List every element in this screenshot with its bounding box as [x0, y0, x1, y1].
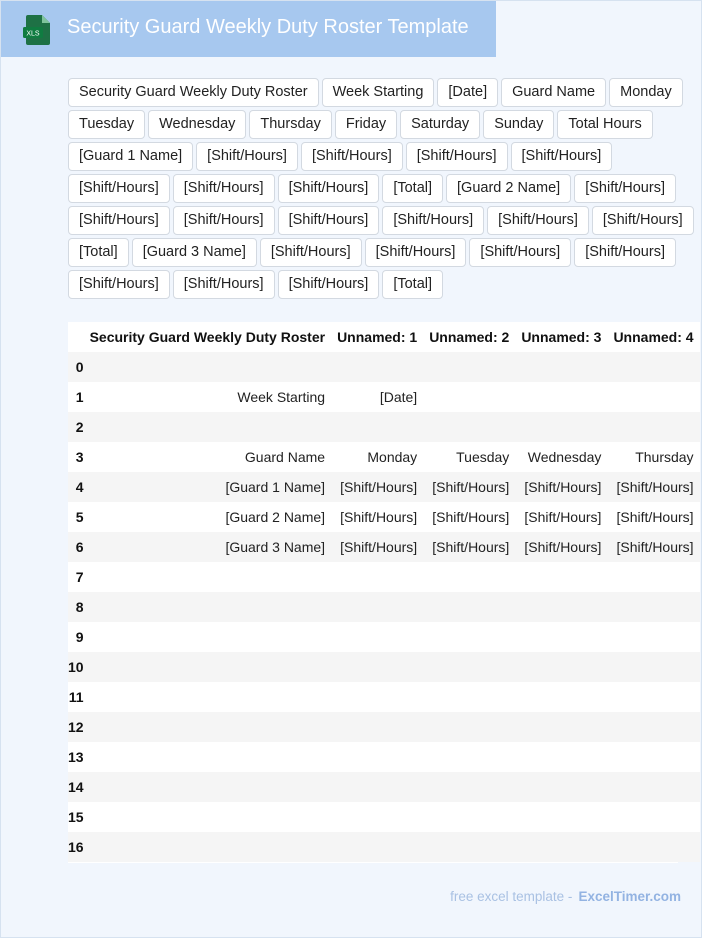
- table-cell: [84, 802, 331, 832]
- table-cell: [607, 592, 699, 622]
- header-chip: Guard Name: [501, 78, 606, 107]
- header-chip: Total Hours: [557, 110, 652, 139]
- index-header: [68, 322, 84, 352]
- header-chip: [Shift/Hours]: [469, 238, 571, 267]
- table-cell: [607, 802, 699, 832]
- header-chip: Wednesday: [148, 110, 246, 139]
- column-header: Unnamed: 2: [423, 322, 515, 352]
- table-row: [68, 832, 700, 862]
- header-chip: Week Starting: [322, 78, 435, 107]
- table-cell: Tuesday: [423, 442, 515, 472]
- page-title: Security Guard Weekly Duty Roster Template: [67, 16, 469, 38]
- row-index: 0: [68, 352, 84, 382]
- table-cell: [515, 742, 607, 772]
- table-cell: [84, 832, 331, 862]
- table-cell: [331, 682, 423, 712]
- table-cell: [607, 352, 699, 382]
- table-cell: [607, 382, 699, 412]
- row-index: 4: [68, 472, 84, 502]
- row-index: 10: [68, 652, 84, 682]
- table-cell: [Shift/Hours]: [515, 532, 607, 562]
- header-chip: [Total]: [68, 238, 129, 267]
- table-row: [68, 772, 700, 802]
- data-table: [68, 322, 700, 862]
- table-cell: Wednesday: [515, 442, 607, 472]
- table-cell: [331, 412, 423, 442]
- table-cell: [423, 832, 515, 862]
- table-cell: [515, 622, 607, 652]
- header-chip: [Shift/Hours]: [574, 238, 676, 267]
- table-row: [68, 502, 700, 532]
- table-row: [68, 382, 700, 412]
- table-cell: [515, 592, 607, 622]
- header-chip: [Shift/Hours]: [301, 142, 403, 171]
- row-index: 15: [68, 802, 84, 832]
- header-chip: [Total]: [382, 270, 443, 299]
- table-cell: [84, 682, 331, 712]
- row-index: 12: [68, 712, 84, 742]
- table-cell: [607, 622, 699, 652]
- table-cell: [607, 562, 699, 592]
- header-chip: [Shift/Hours]: [406, 142, 508, 171]
- header-chip: [Shift/Hours]: [382, 206, 484, 235]
- table-row: [68, 742, 700, 772]
- header-chips: [68, 78, 700, 299]
- table-cell: [331, 712, 423, 742]
- header-chip: [Shift/Hours]: [173, 270, 275, 299]
- table-cell: [Shift/Hours]: [331, 502, 423, 532]
- table-cell: [423, 712, 515, 742]
- table-cell: [Shift/Hours]: [515, 472, 607, 502]
- table-cell: [423, 622, 515, 652]
- table-cell: [84, 652, 331, 682]
- table-cell: [Shift/Hours]: [515, 502, 607, 532]
- table-cell: [84, 772, 331, 802]
- table-cell: [423, 382, 515, 412]
- table-row: [68, 712, 700, 742]
- header-chip: [Shift/Hours]: [68, 174, 170, 203]
- table-cell: [607, 682, 699, 712]
- table-cell: [515, 652, 607, 682]
- column-header: Unnamed: 4: [607, 322, 699, 352]
- table-cell: [331, 352, 423, 382]
- table-cell: [331, 592, 423, 622]
- row-index: 14: [68, 772, 84, 802]
- table-cell: [84, 712, 331, 742]
- header-chip: Security Guard Weekly Duty Roster: [68, 78, 319, 107]
- table-row: [68, 412, 700, 442]
- table-cell: [331, 562, 423, 592]
- row-index: 3: [68, 442, 84, 472]
- table-cell: [515, 562, 607, 592]
- row-index: 5: [68, 502, 84, 532]
- table-cell: [515, 802, 607, 832]
- table-cell: [423, 772, 515, 802]
- table-cell: [331, 652, 423, 682]
- table-cell: [607, 652, 699, 682]
- table-cell: [423, 742, 515, 772]
- table-cell: [423, 412, 515, 442]
- table-cell: [423, 802, 515, 832]
- footer-brand-link[interactable]: ExcelTimer.com: [578, 889, 681, 904]
- header-chip: [Shift/Hours]: [365, 238, 467, 267]
- row-index: 7: [68, 562, 84, 592]
- header-chip: [Guard 3 Name]: [132, 238, 257, 267]
- table-row: [68, 532, 700, 562]
- table-cell: [423, 352, 515, 382]
- row-index: 2: [68, 412, 84, 442]
- table-cell: [515, 412, 607, 442]
- header-chip: [Guard 1 Name]: [68, 142, 193, 171]
- table-cell: Monday: [331, 442, 423, 472]
- excel-file-icon: [23, 15, 50, 45]
- row-index: 8: [68, 592, 84, 622]
- table-cell: [84, 742, 331, 772]
- table-cell: [Shift/Hours]: [423, 472, 515, 502]
- header-chip: [Guard 2 Name]: [446, 174, 571, 203]
- table-row: [68, 352, 700, 382]
- table-cell: [515, 712, 607, 742]
- header-chip: Friday: [335, 110, 397, 139]
- table-cell: [84, 622, 331, 652]
- table-cell: [423, 682, 515, 712]
- table-cell: [607, 412, 699, 442]
- table-cell: [607, 742, 699, 772]
- table-cell: [84, 352, 331, 382]
- table-cell: [Guard 2 Name]: [84, 502, 331, 532]
- row-index: 6: [68, 532, 84, 562]
- table-cell: [84, 562, 331, 592]
- header-chip: [Shift/Hours]: [592, 206, 694, 235]
- table-cell: [Shift/Hours]: [423, 502, 515, 532]
- table-cell: [515, 832, 607, 862]
- column-header: Security Guard Weekly Duty Roster: [84, 322, 331, 352]
- table-cell: [Shift/Hours]: [607, 472, 699, 502]
- table-row: [68, 562, 700, 592]
- row-index: 1: [68, 382, 84, 412]
- table-cell: [331, 802, 423, 832]
- table-cell: [331, 772, 423, 802]
- header-chip: [Shift/Hours]: [574, 174, 676, 203]
- table-cell: [331, 832, 423, 862]
- table-cell: [607, 832, 699, 862]
- table-row: [68, 442, 700, 472]
- header-chip: [Shift/Hours]: [278, 270, 380, 299]
- table-cell: [Shift/Hours]: [607, 532, 699, 562]
- table-row: [68, 682, 700, 712]
- table-row: [68, 622, 700, 652]
- header-banner: [1, 1, 496, 57]
- table-row: [68, 472, 700, 502]
- header-chip: [Shift/Hours]: [68, 270, 170, 299]
- header-chip: [Shift/Hours]: [196, 142, 298, 171]
- table-cell: [84, 412, 331, 442]
- header-chip: Tuesday: [68, 110, 145, 139]
- header-chip: Monday: [609, 78, 683, 107]
- header-chip: [Shift/Hours]: [173, 174, 275, 203]
- table-cell: [84, 592, 331, 622]
- table-row: [68, 802, 700, 832]
- table-cell: [515, 352, 607, 382]
- table-row: [68, 652, 700, 682]
- data-table-scroll[interactable]: [68, 322, 694, 863]
- table-cell: [607, 772, 699, 802]
- header-chip: [Shift/Hours]: [278, 174, 380, 203]
- table-cell: [Shift/Hours]: [331, 472, 423, 502]
- footer-text: free excel template -: [450, 889, 573, 904]
- column-header: Unnamed: 3: [515, 322, 607, 352]
- row-index: 13: [68, 742, 84, 772]
- table-row: [68, 592, 700, 622]
- header-chip: Saturday: [400, 110, 480, 139]
- table-cell: Guard Name: [84, 442, 331, 472]
- table-cell: [Shift/Hours]: [331, 532, 423, 562]
- excel-file-icon-label: XLS: [26, 30, 40, 38]
- table-cell: [Shift/Hours]: [607, 502, 699, 532]
- row-index: 16: [68, 832, 84, 862]
- table-header-row: [68, 322, 700, 352]
- header-chip: [Total]: [382, 174, 443, 203]
- table-cell: [515, 772, 607, 802]
- header-chip: [Shift/Hours]: [173, 206, 275, 235]
- table-cell: [Guard 3 Name]: [84, 532, 331, 562]
- header-chip: [Shift/Hours]: [260, 238, 362, 267]
- table-cell: [423, 652, 515, 682]
- table-cell: Week Starting: [84, 382, 331, 412]
- header-chip: Sunday: [483, 110, 554, 139]
- header-chip: [Shift/Hours]: [278, 206, 380, 235]
- header-chip: Thursday: [249, 110, 331, 139]
- table-cell: [515, 682, 607, 712]
- column-header: Unnamed: 1: [331, 322, 423, 352]
- footer: [450, 889, 681, 904]
- row-index: 11: [68, 682, 84, 712]
- row-index: 9: [68, 622, 84, 652]
- table-cell: [Date]: [331, 382, 423, 412]
- table-cell: [Guard 1 Name]: [84, 472, 331, 502]
- table-cell: [423, 592, 515, 622]
- table-cell: [607, 712, 699, 742]
- header-chip: [Shift/Hours]: [487, 206, 589, 235]
- header-chip: [Date]: [437, 78, 498, 107]
- table-cell: [331, 742, 423, 772]
- table-cell: Thursday: [607, 442, 699, 472]
- table-cell: [515, 382, 607, 412]
- table-cell: [Shift/Hours]: [423, 532, 515, 562]
- header-chip: [Shift/Hours]: [511, 142, 613, 171]
- header-chip: [Shift/Hours]: [68, 206, 170, 235]
- table-cell: [423, 562, 515, 592]
- table-cell: [331, 622, 423, 652]
